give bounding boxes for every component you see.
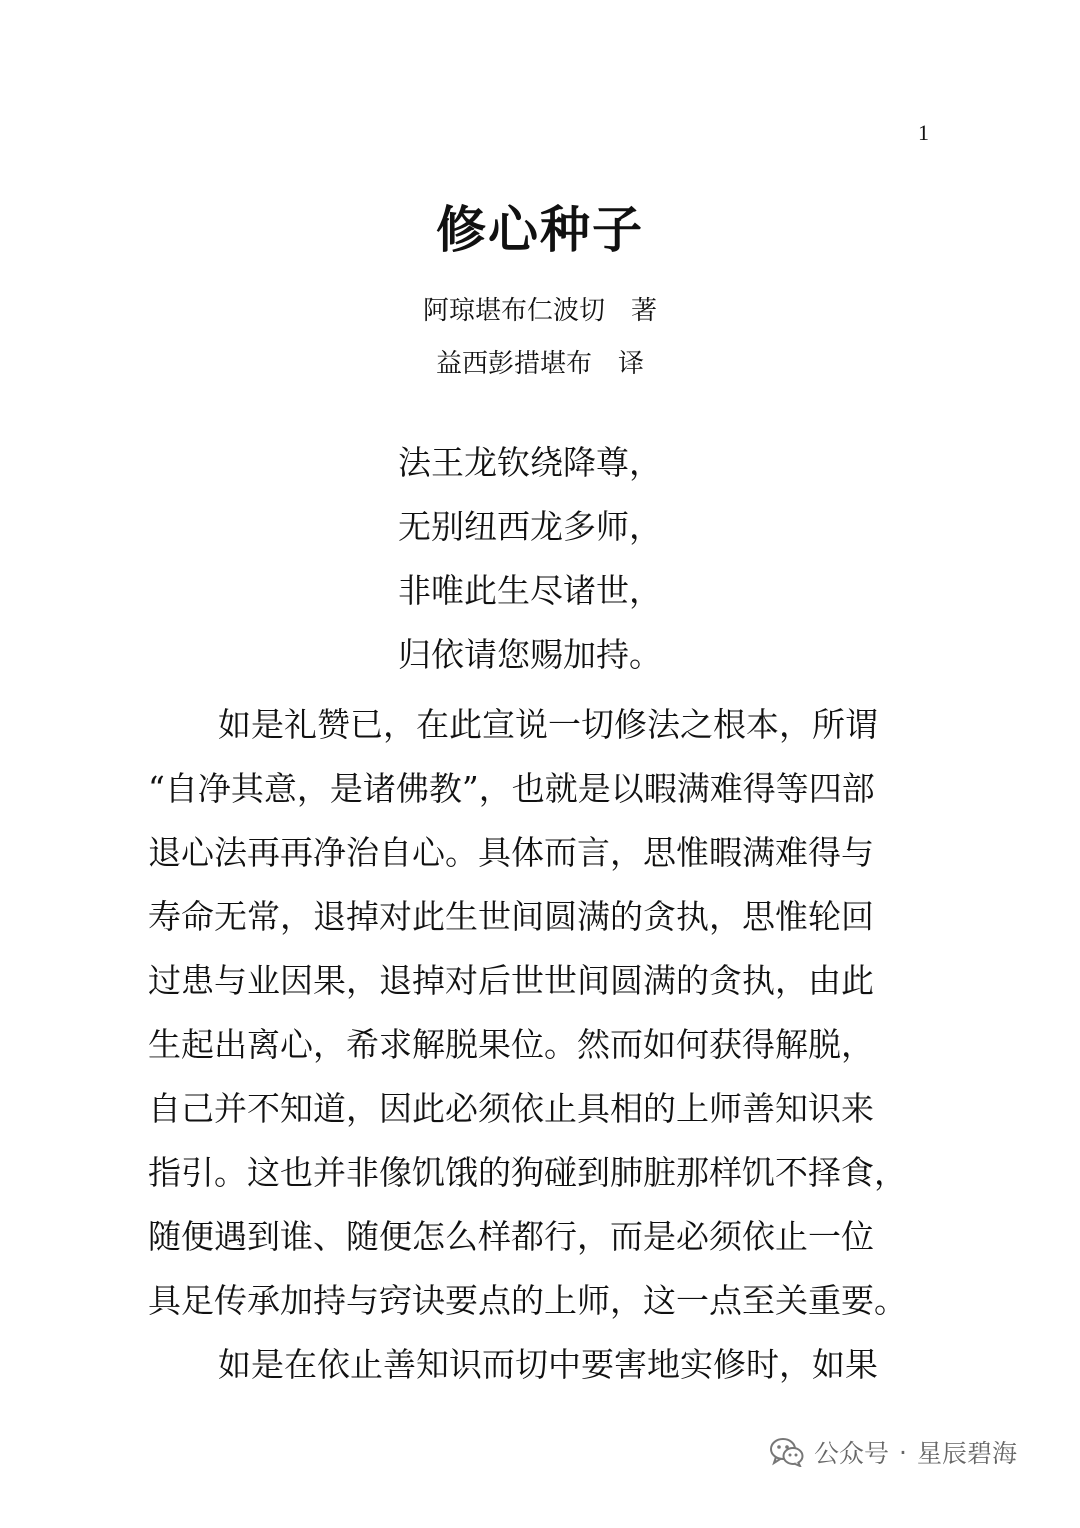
paragraph-line: 退心法再再净治自心。具体而言，思惟暇满难得与 (148, 833, 874, 872)
paragraph-line: “自净其意，是诸佛教”，也就是以暇满难得等四部 (148, 769, 875, 808)
paragraph-line: 随便遇到谁、随便怎么样都行，而是必须依止一位 (148, 1217, 874, 1256)
wechat-icon (770, 1437, 804, 1467)
watermark-platform: 公众号 (814, 1439, 890, 1468)
verse-line: 归依请您赐加持。 (398, 635, 662, 674)
page-number: 1 (918, 120, 929, 145)
verse-block (398, 438, 662, 694)
paragraph-line: 寿命无常，退掉对此生世间圆满的贪执，思惟轮回 (148, 897, 874, 936)
watermark-separator: · (899, 1437, 907, 1467)
paragraph-line: 具足传承加持与窍诀要点的上师，这一点至关重要。 (148, 1281, 907, 1320)
watermark-account: 星辰碧海 (916, 1439, 1017, 1468)
verse-line: 无别纽西龙多师， (398, 507, 662, 546)
paragraph-line: 自己并不知道，因此必须依止具相的上师善知识来 (148, 1089, 874, 1128)
paragraph-line: 生起出离心，希求解脱果位。然而如何获得解脱， (148, 1025, 874, 1064)
paragraph-line: 如是礼赞已，在此宣说一切修法之根本，所谓 (218, 705, 878, 744)
paragraph-line: 指引。这也并非像饥饿的狗碰到肺脏那样饥不择食， (148, 1153, 907, 1192)
paragraph-line: 过患与业因果，退掉对后世世间圆满的贪执，由此 (148, 961, 874, 1000)
body-text (148, 700, 938, 1404)
author-line: 阿琼堪布仁波切 著 (422, 296, 657, 326)
paragraph-line: 如是在依止善知识而切中要害地实修时，如果 (218, 1345, 878, 1384)
watermark (770, 1430, 1017, 1474)
page-title: 修心种子 (436, 200, 644, 259)
verse-line: 法王龙钦绕降尊， (398, 443, 662, 482)
translator-line: 益西彭措堪布 译 (435, 349, 644, 379)
verse-line: 非唯此生尽诸世， (398, 571, 662, 610)
